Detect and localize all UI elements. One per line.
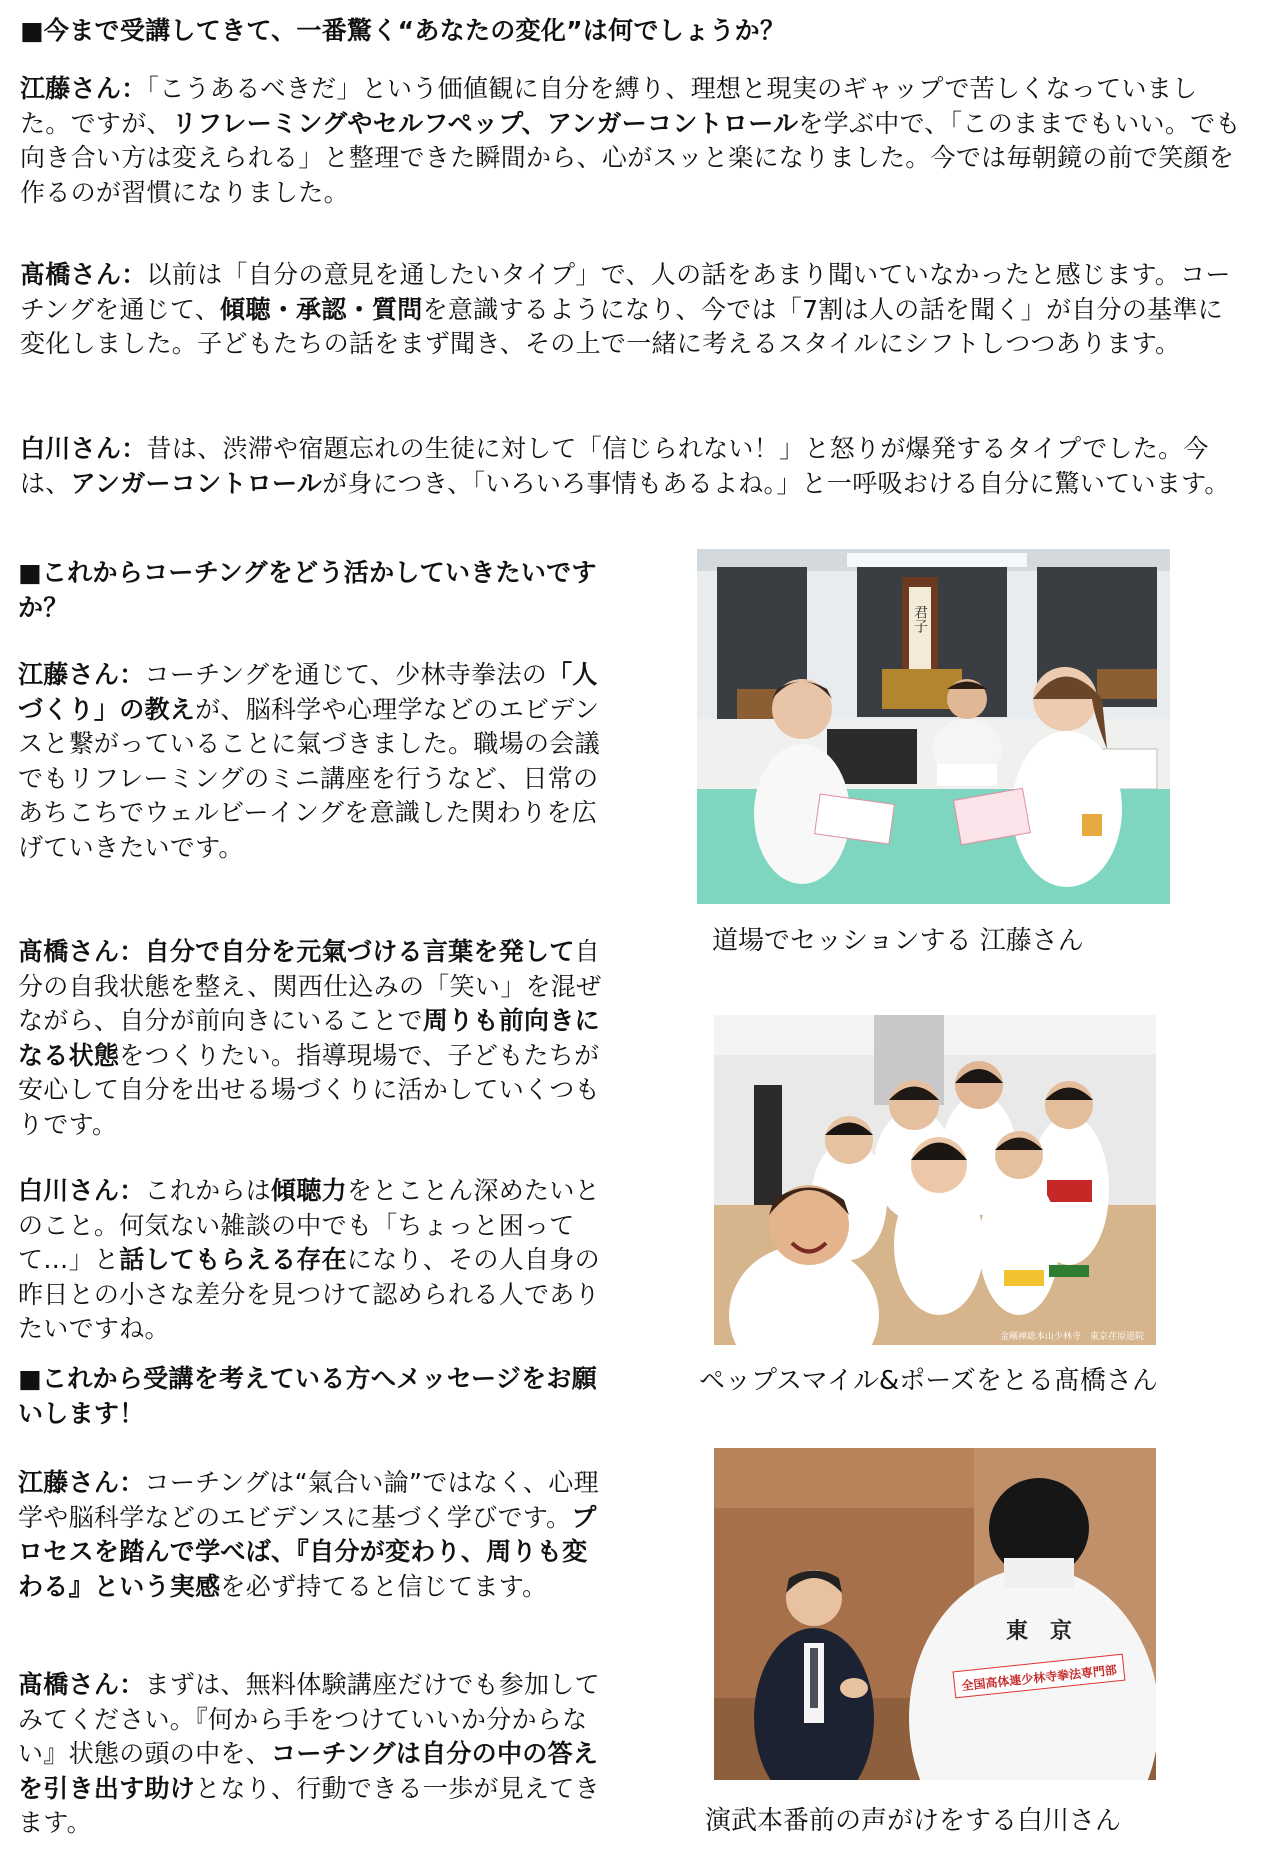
section3-eto-paragraph: 江藤さん：コーチングは“氣合い論”ではなく、心理学や脳科学などのエビデンスに基づく学びです。プロセスを踏んで学べば、『自分が変わり、周りも変わる』という実感を必ず持てると信じてます。 <box>18 1468 599 1601</box>
section2-eto-paragraph: 江藤さん：コーチングを通じて、少林寺拳法の「人づくり」の教えが、脳科学や心理学などのエビデンスと繋がっていることに氣づきました。職場の会議でもリフレーミングのミニ講座を行うなど、日常のあちこちでウェルビーイングを意識した関わりを広げていきたいです。 <box>18 660 600 862</box>
photo2-watermark: 金剛禅総本山少林寺 東京荏原道院 <box>999 1332 1144 1342</box>
section3-takahashi-paragraph: 髙橋さん：まずは、無料体験講座だけでも参加してみてください。『何から手をつけていいか分からない』状態の頭の中を、コーチングは自分の中の答えを引き出す助けとなり、行動できる一歩が見えてきます。 <box>18 1670 600 1837</box>
section1-shirakawa-paragraph: 白川さん：昔は、渋滞や宿題忘れの生徒に対して「信じられない！」と怒りが爆発するタイプでした。今は、アンガーコントロールが身につき、「いろいろ事情もあるよね。」と一呼吸おける自分に驚いています。 <box>20 434 1230 498</box>
section1-eto-paragraph: 江藤さん：「こうあるべきだ」という価値観に自分を縛り、理想と現実のギャップで苦しくなっていました。ですが、リフレーミングやセルフペップ、アンガーコントロールを学ぶ中で、「このままでもいい。でも向き合い方は変えられる」と整理できた瞬間から、心がスッと楽になりました。今では毎朝鏡の前で笑顔を作るのが習慣になりました。 <box>20 74 1241 207</box>
jacket-back-text: 東 京 <box>1005 1618 1073 1644</box>
photo2-caption: ペップスマイル&ポーズをとる髙橋さん <box>699 1366 1158 1396</box>
section2-shirakawa-paragraph: 白川さん：これからは傾聴力をとことん深めたいとのこと。何気ない雑談の中でも「ちょっと困ってて…」と話してもらえる存在になり、その人自身の昨日との小さな差分を見つけて認められる人でありたいですね。 <box>18 1176 600 1343</box>
speaker-name: 髙橋さん： <box>18 937 145 966</box>
jacket-banner-text: 全国高体連少林寺拳法専門部 <box>960 1662 1118 1694</box>
photo-dojo-session <box>697 549 1170 904</box>
section2-takahashi-paragraph: 髙橋さん：自分で自分を元氣づける言葉を発して自分の自我状態を整え、関西仕込みの「笑い」を混ぜながら、自分が前向きにいることで周りも前向きになる状態をつくりたい。指導現場で、子どもたちが安心して自分を出せる場づくりに活かしていくつもりです。 <box>18 937 602 1139</box>
speaker-name: 江藤さん： <box>18 660 145 689</box>
speaker-name: 江藤さん： <box>18 1468 145 1497</box>
speaker-name: 髙橋さん： <box>18 1670 145 1699</box>
speaker-name: 髙橋さん： <box>20 260 147 289</box>
speaker-name: 江藤さん： <box>20 74 147 103</box>
speaker-name: 白川さん： <box>18 1176 145 1205</box>
section3-heading: ■これから受講を考えている方へメッセージをお願いします！ <box>18 1364 598 1428</box>
photo-pre-performance-talk <box>714 1448 1156 1780</box>
section1-takahashi-paragraph: 髙橋さん：以前は「自分の意見を通したいタイプ」で、人の話をあまり聞いていなかったと感じます。コーチングを通じて、傾聴・承認・質問を意識するようになり、今では「7割は人の話を聞く」が自分の基準に変化しました。子どもたちの話をまず聞き、その上で一緒に考えるスタイルにシフトしつつあります。 <box>20 260 1231 358</box>
scroll-text: 君子 <box>912 605 928 633</box>
photo1-caption: 道場でセッションする 江藤さん <box>712 926 1084 956</box>
photo3-caption: 演武本番前の声がけをする白川さん <box>705 1806 1122 1836</box>
section1-heading: ■今まで受講してきて、一番驚く“あなたの変化”は何でしょうか？ <box>20 16 786 45</box>
speaker-name: 白川さん： <box>20 434 147 463</box>
photo-pep-smile-group <box>714 1015 1156 1345</box>
section2-heading: ■これからコーチングをどう活かしていきたいですか？ <box>18 558 597 622</box>
